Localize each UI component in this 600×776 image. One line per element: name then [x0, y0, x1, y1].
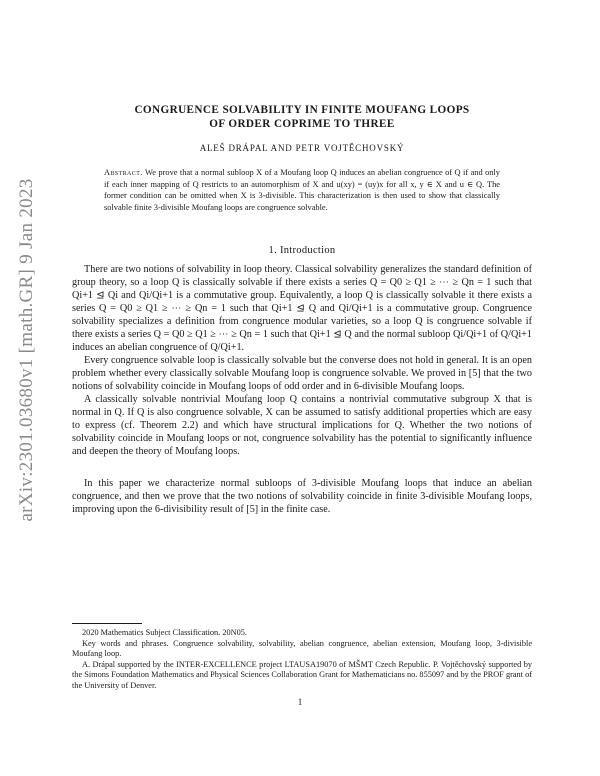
footnote: Key words and phrases. Congruence solvability, solvability, abelian congruence, abelian extension, Moufang loop, 3-divisible Moufang loop.: [72, 638, 532, 659]
footnote-rule: [72, 623, 142, 624]
title-line-2: OF ORDER COPRIME TO THREE: [209, 118, 395, 130]
abstract-text: We prove that a normal subloop X of a Moufang loop Q induces an abelian congruence of Q if and only if each inner mapping of Q restricts to an automorphism of X and u(xy) = (uy)x for all x, y ∈ X and u ∈ Q. The former condition can be omitted when X is 3-divisible. This characterization is then used to show that classically solvable finite 3-divisible Moufang loops are congruence solvable.: [104, 168, 500, 212]
paper-title: [72, 103, 532, 131]
paragraph: There are two notions of solvability in loop theory. Classical solvability generalizes the standard definition of group theory, so a loop Q is classically solvable if there exists a series Q = Q0 ≥ Q1 ≥ ⋯ ≥ Qn = 1 such that Qi+1 ⊴ Qi and Qi/Qi+1 is a commutative group. Equivalently, a loop Q is classically solvable it there exists a series Q = Q0 ≥ Q1 ≥ ⋯ ≥ Qn = 1 such that Qi+1 ⊴ Q and Qi/Qi+1 is a commutative group. Congruence solvability specializes a definition from congruence modular varieties, so a loop Q is congruence solvable if there exists a series Q = Q0 ≥ Q1 ≥ ⋯ ≥ Qn = 1 such that Qi+1 ⊴ Q and the normal subloop Qi/Qi+1 of Q/Qi+1 induces an abelian congruence of Q/Qi+1.: [72, 264, 532, 353]
authors: ALEŠ DRÁPAL AND PETR VOJTĚCHOVSKÝ: [199, 143, 405, 153]
arxiv-stamp: [14, 120, 40, 580]
footnotes: [72, 623, 532, 692]
section-heading: 1. Introduction: [268, 245, 336, 256]
title-line-1: CONGRUENCE SOLVABILITY IN FINITE MOUFANG LOOPS: [134, 104, 470, 116]
arxiv-stamp-text: arXiv:2301.03680v1 [math.GR] 9 Jan 2023: [16, 178, 37, 522]
paper-body: [72, 103, 532, 516]
paragraph: A classically solvable nontrivial Moufang loop Q contains a nontrivial commutative subgroup X that is normal in Q. If Q is also congruence solvable, X can be assumed to satisfy additional properties which are easy to express (cf. Theorem 2.2) and which have structural implications for Q. Whether the two notions of solvability coincide in Moufang loops or not, congruence solvability has the potential to significantly influence and deepen the theory of Moufang loops.: [72, 394, 532, 457]
footnote: A. Drápal supported by the INTER-EXCELLENCE project LTAUSA19070 of MŠMT Czech Republic. P. Vojtěchovský supported by the Simons Foundation Mathematics and Physical Sciences Collaboration Grant for Mathematicians no. 855097 and by the PROF grant of the University of Denver.: [72, 659, 532, 690]
page-number: 1: [297, 697, 303, 707]
footnote: 2020 Mathematics Subject Classification. 20N05.: [82, 628, 247, 637]
abstract-label: Abstract.: [104, 168, 143, 177]
paragraph: Every congruence solvable loop is classically solvable but the converse does not hold in general. It is an open problem whether every classically solvable Moufang loop is congruence solvable. We proved in [5] that the two notions of solvability coincide in Moufang loops of odd order and in 6-divisible Moufang loops.: [72, 355, 532, 392]
paragraph: In this paper we characterize normal subloops of 3-divisible Moufang loops that induce an abelian congruence, and then we prove that the two notions of solvability coincide in finite 3-divisible Moufang loops, improving upon the 6-divisibility result of [5] in the finite case.: [72, 478, 532, 515]
abstract: [104, 167, 500, 213]
